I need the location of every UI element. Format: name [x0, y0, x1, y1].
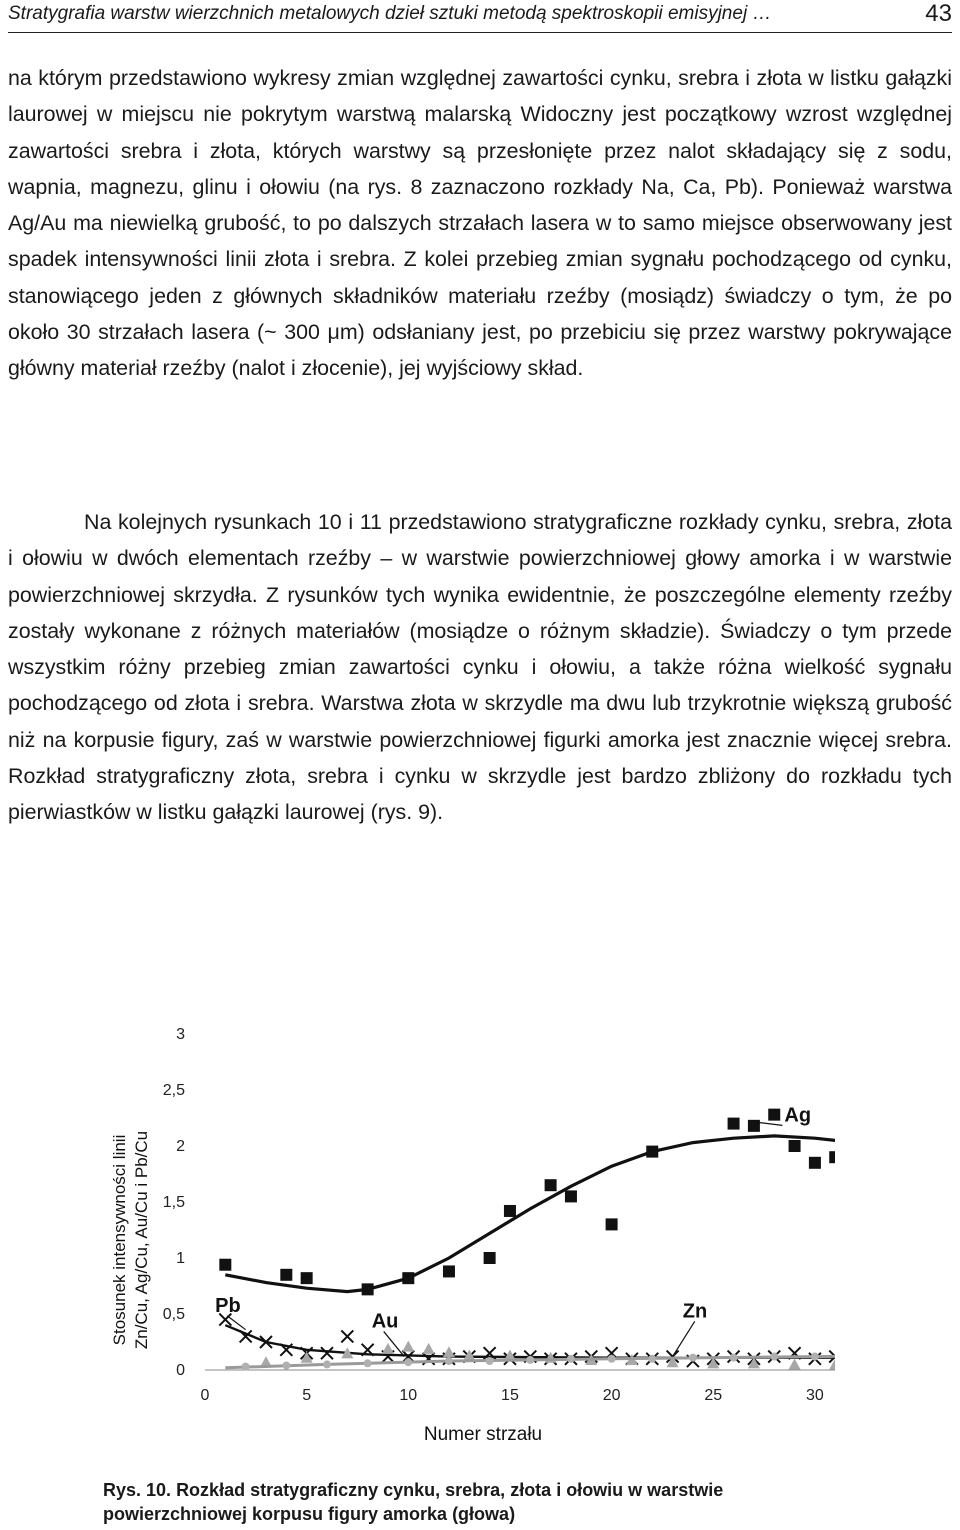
data-point-zn [486, 1357, 494, 1365]
data-point-zn [730, 1354, 738, 1362]
x-tick-label: 0 [200, 1387, 210, 1404]
x-tick-label: 30 [806, 1387, 824, 1404]
trend-line-ag [225, 1136, 835, 1292]
data-point-ag [402, 1272, 414, 1284]
data-point-ag [362, 1283, 374, 1295]
x-tick-label: 20 [602, 1387, 621, 1404]
data-point-ag [565, 1190, 577, 1202]
x-tick-label: 25 [704, 1387, 723, 1404]
figure-chart [95, 1018, 835, 1478]
data-point-au [402, 1341, 414, 1352]
data-point-zn [282, 1362, 290, 1370]
caption-text: Rozkład stratygraficzny cynku, srebra, złota i ołowiu w warstwie powierzchniowej korpusu figury amorka (głowa) [103, 1480, 724, 1524]
data-point-au [423, 1343, 435, 1354]
data-point-ag [280, 1269, 292, 1281]
annotation-zn: Zn [682, 1300, 708, 1323]
data-point-au [789, 1359, 801, 1370]
x-axis-label: Numer strzału [423, 1424, 543, 1445]
data-point-au [443, 1346, 455, 1357]
data-point-zn [323, 1360, 331, 1368]
running-title: Stratygrafia warstw wierzchnich metalowych dzieł sztuki metodą spektroskopii emisyjnej … [8, 3, 772, 24]
data-point-pb [341, 1330, 353, 1342]
data-point-zn [242, 1363, 250, 1371]
data-point-ag [606, 1218, 618, 1230]
paragraph-1: na którym przedstawiono wykresy zmian względnej zawartości cynku, srebra i złota w listku gałązki laurowej w miejscu nie pokrytym warstwą malarską Widoczny jest początkowy wzrost względnej zawartości srebra i złota, których warstwy są przesłonięte przez nalot składający się z sodu, wapnia, magnezu, glinu i ołowiu (na rys. 8 zaznaczono rozkłady Na, Ca, Pb). Ponieważ warstwa Ag/Au ma niewielką grubość, to po dalszych strzałach lasera w to samo miejsce obserwowany jest spadek intensywności linii złota i srebra. Z kolei przebieg zmian sygnału pochodzącego od cynku, stanowiącego jeden z głównych składników materiału rzeźby (mosiądz) świadczy o tym, że po około 30 strzałach lasera (~ 300 μm) odsłaniany jest, po przebiciu się przez warstwy pokrywające główny materiał rzeźby (nalot i złocenie), jej wyjściowy skład. [8, 66, 952, 381]
data-point-zn [364, 1359, 372, 1367]
data-point-zn [811, 1353, 819, 1361]
data-point-ag [545, 1179, 557, 1191]
data-point-ag [301, 1272, 313, 1284]
data-point-ag [504, 1205, 516, 1217]
y-tick-label: 1,5 [162, 1194, 185, 1211]
data-point-ag [809, 1157, 821, 1169]
data-point-ag [219, 1259, 231, 1271]
y-axis-label-line1: Stosunek intensywności linii [110, 1134, 129, 1346]
plot-area [163, 1026, 835, 1404]
y-tick-label: 3 [176, 1026, 185, 1043]
caption-label: Rys. 10. [103, 1480, 172, 1500]
page-number: 43 [925, 0, 952, 27]
x-tick-label: 10 [399, 1387, 418, 1404]
data-point-zn [567, 1355, 575, 1363]
annotation-pb: Pb [215, 1294, 241, 1317]
annotation-pointer-zn [673, 1321, 695, 1356]
data-point-ag [768, 1109, 780, 1121]
data-point-au [382, 1343, 394, 1354]
data-point-zn [608, 1355, 616, 1363]
y-tick-label: 1 [176, 1250, 185, 1267]
data-point-ag [443, 1265, 455, 1277]
y-tick-label: 0 [176, 1362, 185, 1379]
chart-svg [95, 1018, 835, 1478]
data-point-ag [484, 1252, 496, 1264]
x-tick-label: 15 [501, 1387, 519, 1404]
trend-line-pb [225, 1325, 835, 1358]
annotation-ag: Ag [784, 1104, 812, 1127]
x-tick-label: 5 [302, 1387, 312, 1404]
y-tick-label: 2,5 [162, 1082, 185, 1099]
data-point-ag [728, 1118, 740, 1130]
data-point-ag [646, 1146, 658, 1158]
y-axis-label-group [110, 1131, 151, 1349]
paragraph-2: Na kolejnych rysunkach 10 i 11 przedstawiono stratygraficzne rozkłady cynku, srebra, złota i ołowiu w dwóch elementach rzeźby – w warstwie powierzchniowej głowy amorka i w warstwie powierzchniowej skrzydła. Z rysunków tych wynika ewidentnie, że poszczególne elementy rzeźby zostały wykonane z różnych materiałów (mosiądze o różnym składzie). Świadczy o tym przede wszystkim różny przebieg zmian zawartości cynku i ołowiu, a także różna wielkość sygnału pochodzącego od złota i srebra. Warstwa złota w skrzydle ma dwu lub trzykrotnie większą grubość niż na korpusie figury, zaś w warstwie powierzchniowej figurki amorka jest znacznie więcej srebra. Rozkład stratygraficzny złota, srebra i cynku w skrzydle jest bardzo zbliżony do rozkładu tych pierwiastków w listku gałązki laurowej (rys. 9). [8, 510, 952, 825]
data-point-zn [404, 1358, 412, 1366]
running-header [8, 0, 952, 33]
y-axis-label-line2: Zn/Cu, Ag/Cu, Au/Cu i Pb/Cu [132, 1130, 151, 1350]
data-point-pb [321, 1347, 333, 1359]
annotation-au: Au [371, 1310, 399, 1333]
data-point-zn [526, 1356, 534, 1364]
data-point-zn [770, 1353, 778, 1361]
figure-caption [103, 1478, 843, 1526]
y-tick-label: 0,5 [162, 1306, 185, 1323]
data-point-zn [648, 1355, 656, 1363]
data-point-ag [829, 1151, 835, 1163]
data-point-zn [689, 1354, 697, 1362]
data-point-zn [445, 1357, 453, 1365]
y-tick-label: 2 [176, 1138, 185, 1155]
data-point-ag [789, 1140, 801, 1152]
